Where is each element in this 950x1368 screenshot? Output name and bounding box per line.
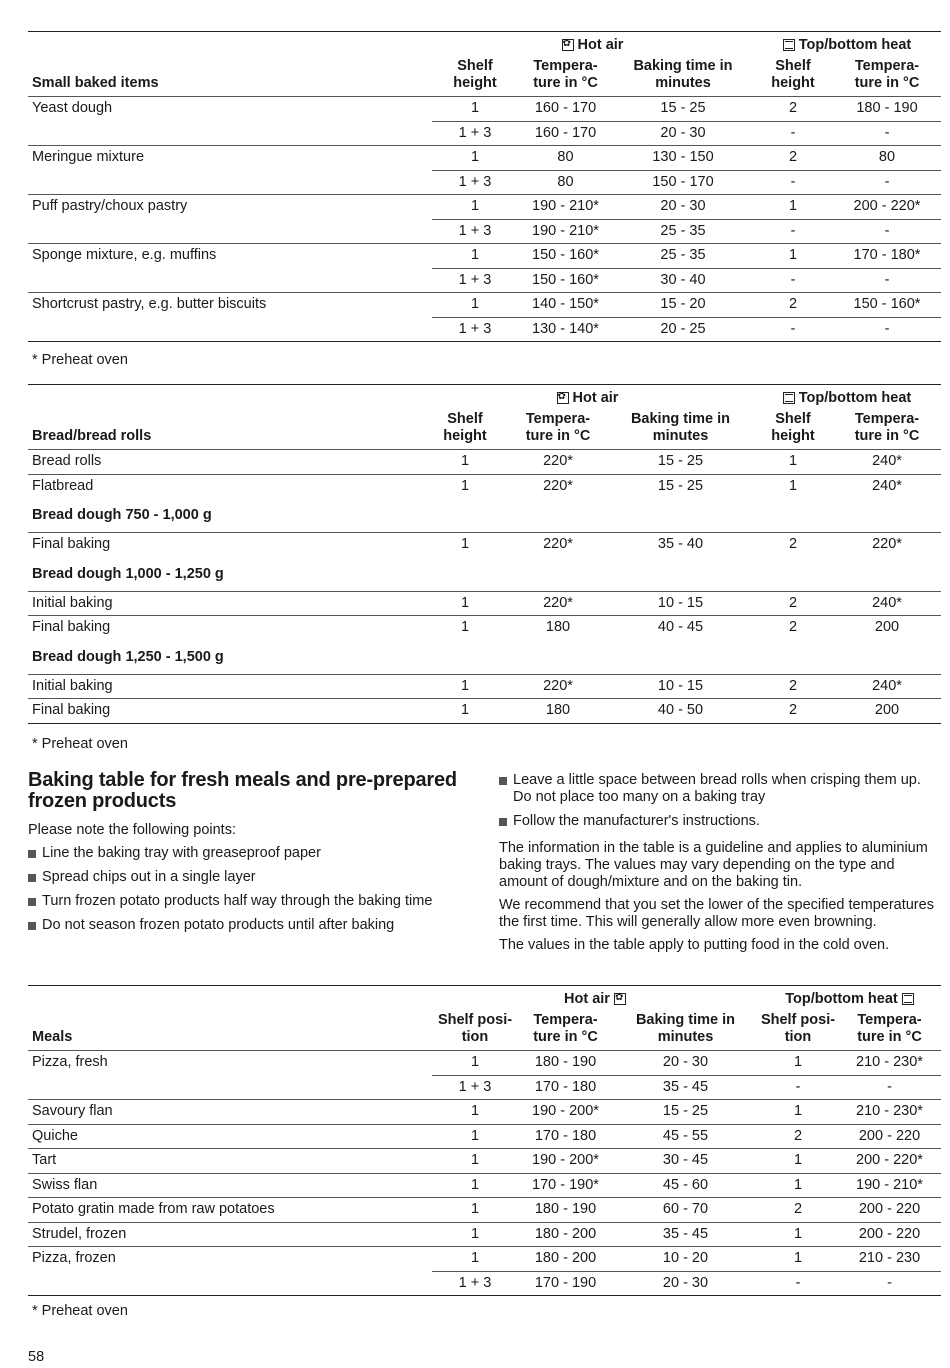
paragraph: The values in the table apply to putting food in the cold oven. bbox=[499, 937, 890, 953]
group-heading: Bread dough 1,000 - 1,250 g bbox=[32, 565, 224, 582]
table-row bbox=[28, 1124, 941, 1149]
row-label: Swiss flan bbox=[28, 1173, 432, 1198]
section-title: Baking table for fresh meals and pre-prepared frozen products bbox=[28, 769, 457, 812]
table-cell: 240* bbox=[833, 674, 941, 699]
row-label: Initial baking bbox=[28, 591, 422, 616]
table-cell: 220* bbox=[508, 674, 608, 699]
table-cell: 170 - 180 bbox=[518, 1124, 613, 1149]
table-cell: 1 bbox=[758, 1149, 838, 1174]
table-cell: 190 - 210* bbox=[518, 195, 613, 220]
column-header: Shelf height bbox=[771, 58, 815, 91]
table-cell: 1 bbox=[758, 1100, 838, 1125]
table-cell: - bbox=[838, 1271, 941, 1296]
table-cell: 1 bbox=[422, 674, 508, 699]
table-cell: 220* bbox=[508, 450, 608, 475]
table-cell: 1 bbox=[432, 146, 518, 171]
row-label: Final baking bbox=[28, 616, 422, 640]
row-label: Initial baking bbox=[28, 674, 422, 699]
table-cell: 180 - 190 bbox=[833, 97, 941, 122]
table-cell: 20 - 25 bbox=[613, 317, 753, 342]
table-cell: 240* bbox=[833, 450, 941, 475]
table-cell: 1 bbox=[432, 97, 518, 122]
table-cell: 1 bbox=[432, 195, 518, 220]
hot-air-icon bbox=[562, 39, 574, 51]
table-cell: 2 bbox=[753, 699, 833, 724]
row-label bbox=[28, 121, 432, 146]
table-cell: 1 bbox=[432, 1051, 518, 1076]
table-cell: - bbox=[833, 219, 941, 244]
row-label: Puff pastry/choux pastry bbox=[28, 195, 432, 220]
table-cell: - bbox=[753, 121, 833, 146]
table-cell: 1 + 3 bbox=[432, 170, 518, 195]
column-header: Tempera- ture in °C bbox=[533, 58, 598, 91]
table-cell: - bbox=[838, 1075, 941, 1100]
intro-text: Please note the following points: bbox=[28, 822, 236, 838]
row-label: Quiche bbox=[28, 1124, 432, 1149]
table-cell: - bbox=[833, 317, 941, 342]
table-cell: - bbox=[833, 170, 941, 195]
table-cell: 200 - 220 bbox=[838, 1124, 941, 1149]
preheat-note: * Preheat oven bbox=[32, 1303, 128, 1319]
table-cell: 1 bbox=[753, 195, 833, 220]
table-cell: 180 bbox=[508, 699, 608, 724]
table-cell: 60 - 70 bbox=[613, 1198, 758, 1223]
row-label bbox=[28, 219, 432, 244]
row-label bbox=[28, 1271, 432, 1296]
group-heading: Bread dough 1,250 - 1,500 g bbox=[32, 648, 224, 665]
hot-air-header: Hot air✿ bbox=[432, 986, 758, 1013]
table-cell: 140 - 150* bbox=[518, 293, 613, 318]
table-cell: 25 - 35 bbox=[613, 219, 753, 244]
table-cell: 2 bbox=[753, 616, 833, 640]
table-cell: 1 bbox=[432, 1222, 518, 1247]
table-cell: 35 - 45 bbox=[613, 1075, 758, 1100]
table-cell: 80 bbox=[518, 146, 613, 171]
column-header: Meals bbox=[32, 1029, 73, 1045]
preheat-note: * Preheat oven bbox=[32, 736, 128, 752]
small-baked-items-table bbox=[28, 31, 941, 342]
table-row bbox=[28, 533, 941, 557]
table-row bbox=[28, 317, 941, 342]
group-heading: Bread dough 750 - 1,000 g bbox=[32, 507, 212, 523]
table-row bbox=[28, 244, 941, 269]
row-label bbox=[28, 317, 432, 342]
top-bottom-heat-icon bbox=[902, 993, 914, 1005]
table-cell: 1 bbox=[753, 450, 833, 475]
bullet-item: Line the baking tray with greaseproof paper bbox=[28, 845, 478, 862]
table-cell: 240* bbox=[833, 591, 941, 616]
table-header-row bbox=[28, 1012, 941, 1051]
table-cell: 220* bbox=[833, 533, 941, 557]
table-row bbox=[28, 293, 941, 318]
bread-rolls-table bbox=[28, 384, 941, 724]
row-label: Pizza, fresh bbox=[28, 1051, 432, 1076]
table-cell: 2 bbox=[758, 1198, 838, 1223]
hot-air-icon bbox=[557, 392, 569, 404]
table-row bbox=[28, 1051, 941, 1076]
table-cell: 1 bbox=[422, 450, 508, 475]
table-cell: - bbox=[753, 268, 833, 293]
section-left-column bbox=[28, 822, 478, 941]
table-cell: 200 - 220 bbox=[838, 1222, 941, 1247]
bullet-item: Spread chips out in a single layer bbox=[28, 869, 478, 886]
table-cell: 190 - 210* bbox=[838, 1173, 941, 1198]
table-row bbox=[28, 699, 941, 724]
table-cell: 30 - 40 bbox=[613, 268, 753, 293]
table-row bbox=[28, 1198, 941, 1223]
table-cell: 1 + 3 bbox=[432, 268, 518, 293]
row-label: Yeast dough bbox=[28, 97, 432, 122]
table-cell: 2 bbox=[753, 146, 833, 171]
column-header: Shelf posi- tion bbox=[437, 1012, 513, 1045]
table-cell: 210 - 230* bbox=[838, 1100, 941, 1125]
table-header-row bbox=[28, 58, 941, 97]
table-cell: 220* bbox=[508, 533, 608, 557]
table-cell: 1 bbox=[422, 591, 508, 616]
table-cell: 130 - 140* bbox=[518, 317, 613, 342]
top-bottom-heat-icon bbox=[783, 392, 795, 404]
hot-air-icon bbox=[614, 993, 626, 1005]
table-cell: 15 - 25 bbox=[613, 97, 753, 122]
table-cell: - bbox=[753, 170, 833, 195]
table-cell: 200 - 220 bbox=[838, 1198, 941, 1223]
top-bottom-heat-header: Top/bottom heat bbox=[758, 986, 941, 1013]
table-cell: 1 bbox=[432, 1198, 518, 1223]
table-cell: 180 - 190 bbox=[518, 1198, 613, 1223]
table-row bbox=[28, 674, 941, 699]
table-cell: 150 - 170 bbox=[613, 170, 753, 195]
table-cell: 1 + 3 bbox=[432, 1075, 518, 1100]
table-cell: 1 bbox=[758, 1222, 838, 1247]
bullet-item: Leave a little space between bread rolls when crisping them up. Do not place too many on a baking tray bbox=[499, 772, 941, 806]
table-cell: 40 - 50 bbox=[608, 699, 753, 724]
row-label: Tart bbox=[28, 1149, 432, 1174]
table-cell: - bbox=[758, 1075, 838, 1100]
column-header: Shelf posi- tion bbox=[760, 1012, 836, 1045]
table-cell: 35 - 40 bbox=[608, 533, 753, 557]
table-cell: 45 - 60 bbox=[613, 1173, 758, 1198]
bullet-item: Follow the manufacturer's instructions. bbox=[499, 813, 941, 830]
row-label: Pizza, frozen bbox=[28, 1247, 432, 1272]
table-cell: 1 + 3 bbox=[432, 219, 518, 244]
table-row bbox=[28, 1247, 941, 1272]
column-header: Shelf height bbox=[443, 411, 487, 444]
column-header: Baking time in minutes bbox=[635, 1012, 736, 1045]
row-label: Strudel, frozen bbox=[28, 1222, 432, 1247]
table-cell: 200 - 220* bbox=[833, 195, 941, 220]
table-cell: 190 - 200* bbox=[518, 1149, 613, 1174]
bullet-item: Do not season frozen potato products until after baking bbox=[28, 917, 478, 934]
row-label: Flatbread bbox=[28, 474, 422, 498]
row-label: Final baking bbox=[28, 699, 422, 724]
row-label: Potato gratin made from raw potatoes bbox=[28, 1198, 432, 1223]
table-row bbox=[28, 1173, 941, 1198]
table-cell: 10 - 15 bbox=[608, 674, 753, 699]
table-row bbox=[28, 474, 941, 498]
table-cell: 170 - 180 bbox=[518, 1075, 613, 1100]
table-cell: 40 - 45 bbox=[608, 616, 753, 640]
table-header-row bbox=[28, 411, 941, 450]
column-header: Tempera- ture in °C bbox=[854, 58, 920, 91]
table-cell: 1 bbox=[422, 474, 508, 498]
table-cell: 15 - 25 bbox=[608, 450, 753, 475]
table-cell: 45 - 55 bbox=[613, 1124, 758, 1149]
table-cell: 150 - 160* bbox=[833, 293, 941, 318]
table-cell: 30 - 45 bbox=[613, 1149, 758, 1174]
table-cell: 10 - 15 bbox=[608, 591, 753, 616]
table-cell: 180 - 190 bbox=[518, 1051, 613, 1076]
table-row bbox=[28, 1149, 941, 1174]
table-cell: 2 bbox=[753, 674, 833, 699]
row-label: Final baking bbox=[28, 533, 422, 557]
table-cell: 180 - 200 bbox=[518, 1247, 613, 1272]
table-cell: 150 - 160* bbox=[518, 268, 613, 293]
column-header: Baking time in minutes bbox=[630, 411, 731, 444]
row-label: Meringue mixture bbox=[28, 146, 432, 171]
table-cell: 1 bbox=[432, 244, 518, 269]
table-cell: 2 bbox=[753, 293, 833, 318]
table-cell: 150 - 160* bbox=[518, 244, 613, 269]
table-cell: 10 - 20 bbox=[613, 1247, 758, 1272]
table-cell: 1 bbox=[422, 699, 508, 724]
table-cell: 15 - 25 bbox=[608, 474, 753, 498]
top-bottom-heat-header: Top/bottom heat bbox=[753, 385, 941, 412]
column-header: Tempera- ture in °C bbox=[854, 411, 920, 444]
table-cell: - bbox=[753, 317, 833, 342]
hot-air-header: ✿Hot air bbox=[422, 385, 753, 412]
table-cell: 170 - 180* bbox=[833, 244, 941, 269]
table-cell: 80 bbox=[518, 170, 613, 195]
table-cell: 160 - 170 bbox=[518, 121, 613, 146]
table-row bbox=[28, 1100, 941, 1125]
table-cell: 220* bbox=[508, 474, 608, 498]
column-header: Shelf height bbox=[771, 411, 815, 444]
table-cell: 180 bbox=[508, 616, 608, 640]
column-header: Tempera- ture in °C bbox=[533, 1012, 598, 1045]
column-header: Tempera- ture in °C bbox=[857, 1012, 922, 1045]
table-cell: 1 bbox=[432, 1173, 518, 1198]
table-cell: 15 - 25 bbox=[613, 1100, 758, 1125]
table-cell: 190 - 210* bbox=[518, 219, 613, 244]
table-cell: 1 bbox=[753, 244, 833, 269]
table-row bbox=[28, 1271, 941, 1296]
column-header: Baking time in minutes bbox=[633, 58, 733, 91]
table-row bbox=[28, 450, 941, 475]
table-cell: 20 - 30 bbox=[613, 195, 753, 220]
section-right-column bbox=[499, 772, 941, 960]
table-cell: 1 bbox=[422, 616, 508, 640]
preheat-note: * Preheat oven bbox=[32, 352, 128, 368]
top-bottom-heat-icon bbox=[783, 39, 795, 51]
table-cell: 35 - 45 bbox=[613, 1222, 758, 1247]
table-cell: 1 bbox=[422, 533, 508, 557]
page-number: 58 bbox=[28, 1349, 45, 1365]
row-label: Shortcrust pastry, e.g. butter biscuits bbox=[28, 293, 432, 318]
table-cell: 2 bbox=[758, 1124, 838, 1149]
table-row bbox=[28, 268, 941, 293]
table-cell: 25 - 35 bbox=[613, 244, 753, 269]
table-cell: 200 bbox=[833, 616, 941, 640]
table-cell: 20 - 30 bbox=[613, 1271, 758, 1296]
table-row bbox=[28, 170, 941, 195]
table-cell: 2 bbox=[753, 533, 833, 557]
row-label bbox=[28, 268, 432, 293]
table-cell: 210 - 230* bbox=[838, 1051, 941, 1076]
column-header: Bread/bread rolls bbox=[32, 428, 152, 444]
row-label bbox=[28, 170, 432, 195]
table-cell: 2 bbox=[753, 591, 833, 616]
top-bottom-heat-header: Top/bottom heat bbox=[753, 32, 941, 59]
bullet-item: Turn frozen potato products half way through the baking time bbox=[28, 893, 478, 910]
table-cell: 20 - 30 bbox=[613, 1051, 758, 1076]
table-cell: 1 bbox=[758, 1247, 838, 1272]
hot-air-header: ✿Hot air bbox=[432, 32, 753, 59]
table-cell: 20 - 30 bbox=[613, 121, 753, 146]
table-row bbox=[28, 146, 941, 171]
paragraph: The information in the table is a guideline and applies to aluminium baking trays. The values may vary depending on the type and amount of dough/mixture and on the baking tin. bbox=[499, 840, 928, 890]
table-cell: - bbox=[833, 268, 941, 293]
table-cell: 240* bbox=[833, 474, 941, 498]
table-cell: 1 bbox=[753, 474, 833, 498]
meals-table bbox=[28, 985, 941, 1296]
table-cell: 200 - 220* bbox=[838, 1149, 941, 1174]
table-cell: 1 bbox=[432, 1149, 518, 1174]
table-cell: 220* bbox=[508, 591, 608, 616]
table-cell: - bbox=[753, 219, 833, 244]
table-row bbox=[28, 121, 941, 146]
table-cell: 80 bbox=[833, 146, 941, 171]
table-cell: 170 - 190* bbox=[518, 1173, 613, 1198]
table-cell: 130 - 150 bbox=[613, 146, 753, 171]
table-cell: 1 bbox=[432, 1100, 518, 1125]
table-row bbox=[28, 219, 941, 244]
table-cell: 200 bbox=[833, 699, 941, 724]
column-header: Small baked items bbox=[32, 75, 159, 91]
table-row bbox=[28, 616, 941, 640]
table-cell: 180 - 200 bbox=[518, 1222, 613, 1247]
table-cell: 1 + 3 bbox=[432, 1271, 518, 1296]
table-row bbox=[28, 591, 941, 616]
table-cell: 1 bbox=[758, 1173, 838, 1198]
row-label: Sponge mixture, e.g. muffins bbox=[28, 244, 432, 269]
column-header: Shelf height bbox=[453, 58, 497, 91]
paragraph: We recommend that you set the lower of the specified temperatures the first time. This will generally allow more even browning. bbox=[499, 897, 934, 930]
table-cell: 160 - 170 bbox=[518, 97, 613, 122]
table-cell: 1 bbox=[432, 1124, 518, 1149]
table-cell: 170 - 190 bbox=[518, 1271, 613, 1296]
table-cell: 1 bbox=[432, 293, 518, 318]
table-cell: 1 bbox=[432, 1247, 518, 1272]
row-label: Savoury flan bbox=[28, 1100, 432, 1125]
table-row bbox=[28, 1075, 941, 1100]
table-cell: 1 bbox=[758, 1051, 838, 1076]
table-cell: - bbox=[833, 121, 941, 146]
row-label: Bread rolls bbox=[28, 450, 422, 475]
table-row bbox=[28, 1222, 941, 1247]
table-row bbox=[28, 97, 941, 122]
table-cell: 1 + 3 bbox=[432, 121, 518, 146]
table-cell: 15 - 20 bbox=[613, 293, 753, 318]
table-cell: 190 - 200* bbox=[518, 1100, 613, 1125]
table-cell: 1 + 3 bbox=[432, 317, 518, 342]
table-cell: - bbox=[758, 1271, 838, 1296]
table-cell: 210 - 230 bbox=[838, 1247, 941, 1272]
row-label bbox=[28, 1075, 432, 1100]
table-row bbox=[28, 195, 941, 220]
column-header: Tempera- ture in °C bbox=[525, 411, 591, 444]
table-cell: 2 bbox=[753, 97, 833, 122]
